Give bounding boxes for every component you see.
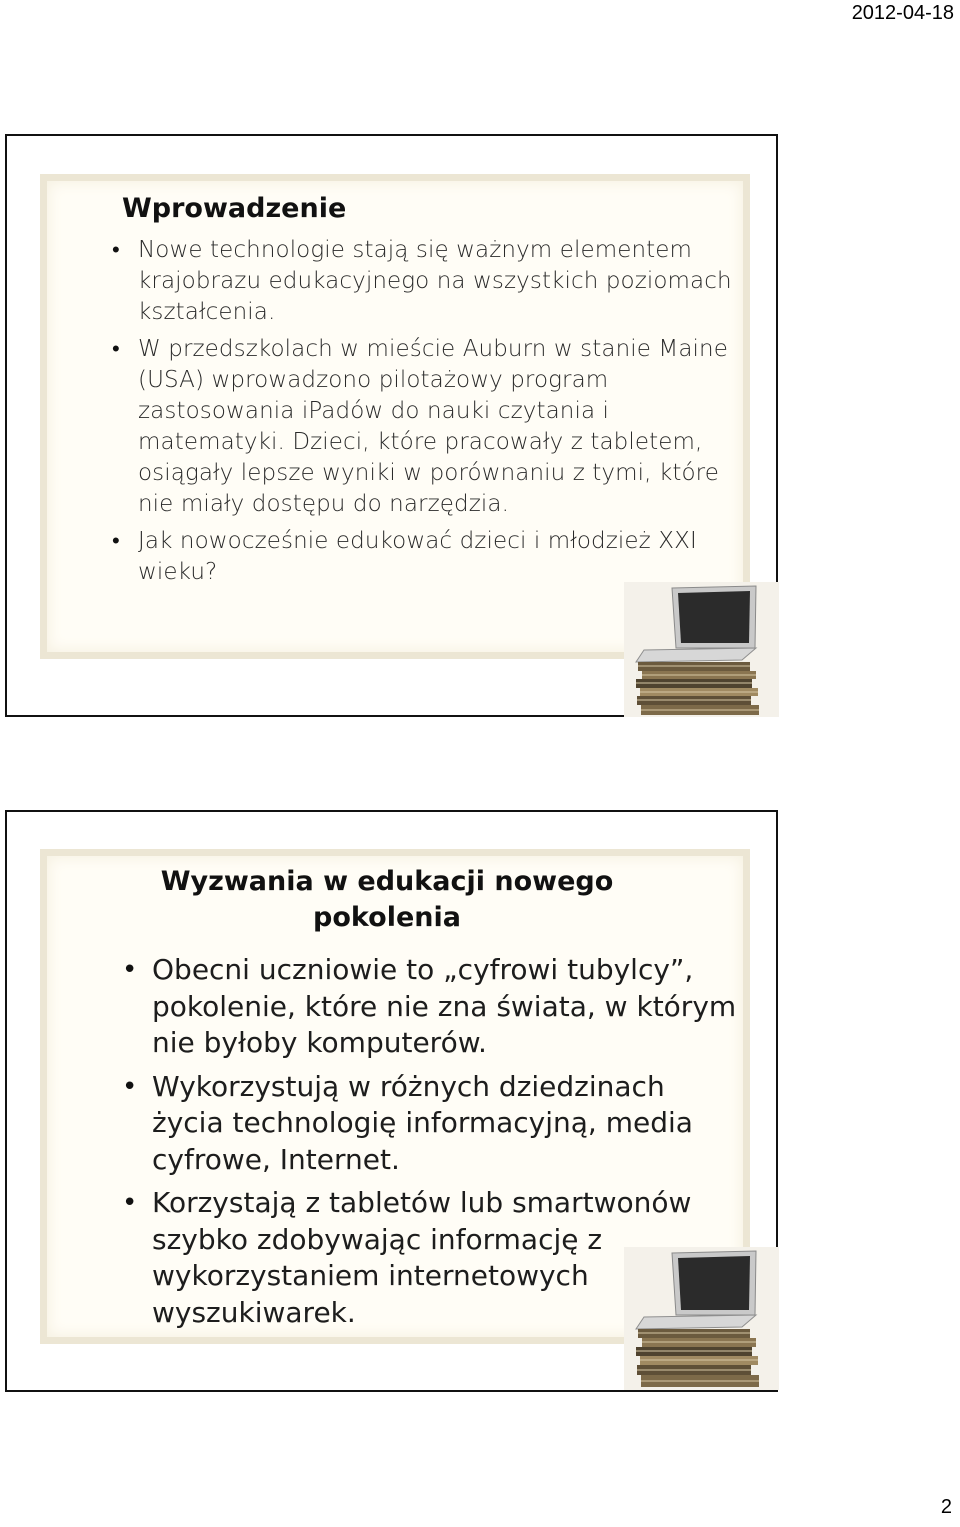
bullet-item: • Jak nowocześnie edukować dzieci i młodzież XXI wieku? <box>138 526 733 588</box>
bullet-item: • Obecni uczniowie to „cyfrowi tubylcy”, pokolenie, które nie zna świata, w którym nie byłoby komputerów. <box>152 952 742 1062</box>
slide-title: Wyzwania w edukacji nowego pokolenia <box>160 866 614 933</box>
slide-challenges <box>5 810 778 1392</box>
bullet-item: • W przedszkolach w mieście Auburn w stanie Maine (USA) wprowadzono pilotażowy program zastosowania iPadów do nauki czytania i matematyki. Dzieci, które pracowały z tabletem, osiągały lepsze wyniki w porównaniu z tymi, które nie miały dostępu do narzędzia. <box>138 334 733 520</box>
slide-introduction <box>5 134 778 717</box>
page-date: 2012-04-18 <box>851 2 954 24</box>
bullet-item: • Nowe technologie stają się ważnym elementem krajobrazu edukacyjnego na wszystkich poziomach kształcenia. <box>138 235 733 328</box>
laptop-on-books-icon <box>624 1247 779 1390</box>
bullet-item: • Korzystają z tabletów lub smartwonów szybko zdobywając informację z wykorzystaniem internetowych wyszukiwarek. <box>152 1185 742 1331</box>
page-number: 2 <box>940 1496 952 1518</box>
laptop-on-books-icon <box>624 582 779 717</box>
bullet-item: • Wykorzystują w różnych dziedzinach życia technologię informacyjną, media cyfrowe, Internet. <box>152 1069 742 1179</box>
bullet-list <box>138 235 733 594</box>
slide-title: Wprowadzenie <box>122 193 347 224</box>
